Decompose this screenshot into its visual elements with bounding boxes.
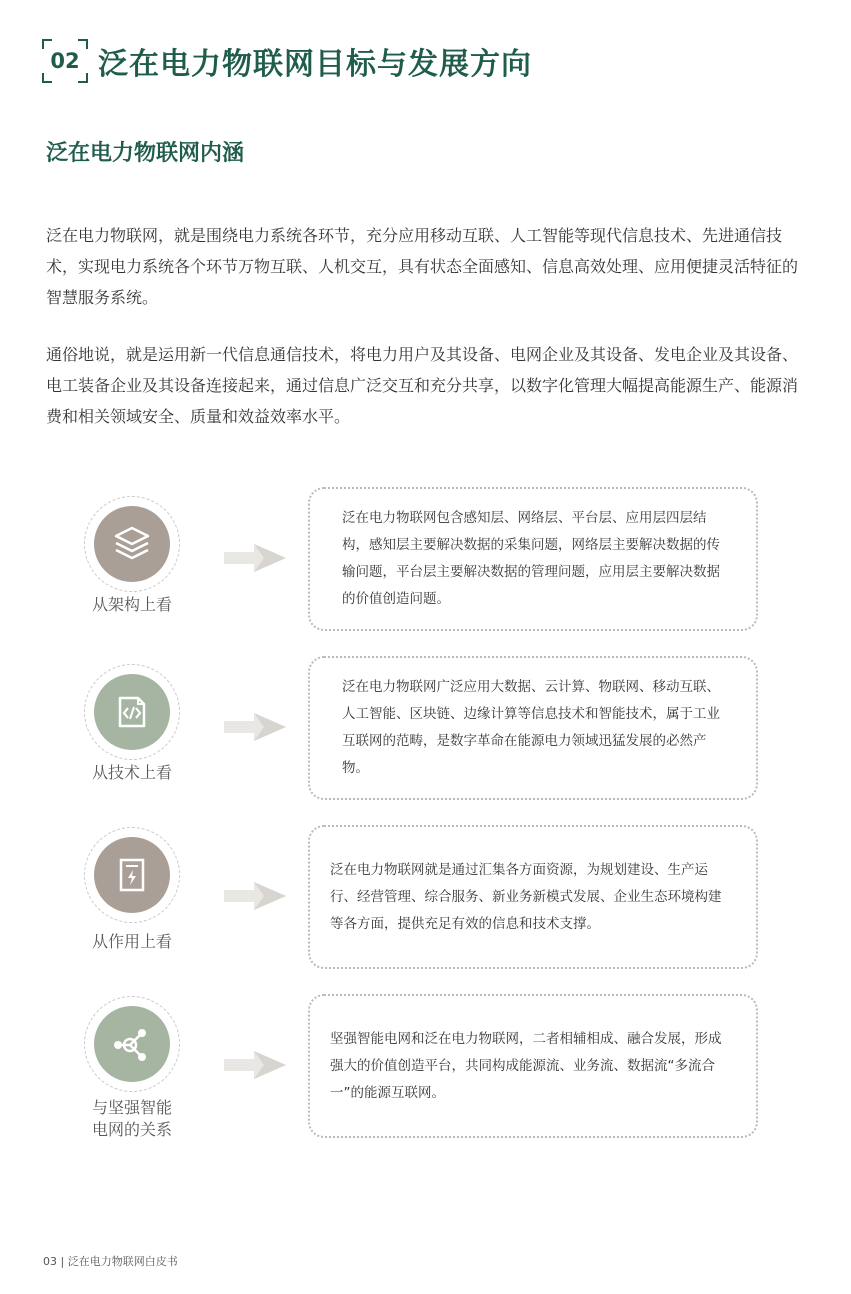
arrow-icon bbox=[224, 1049, 288, 1081]
arrow-icon bbox=[224, 542, 288, 574]
power-document-icon bbox=[110, 853, 154, 897]
code-file-icon bbox=[110, 690, 154, 734]
info-card-architecture bbox=[308, 487, 758, 631]
row-label-function: 从作用上看 bbox=[91, 932, 172, 951]
footer-separator: | bbox=[60, 1255, 65, 1268]
arrow-icon bbox=[224, 711, 288, 743]
card-text: 泛在电力物联网广泛应用大数据、云计算、物联网、移动互联、人工智能、区块链、边缘计算等信息技术和智能技术，属于工业互联网的范畴，是数字革命在能源电力领域迅猛发展的必然产物。 bbox=[342, 679, 720, 776]
row-icon-architecture bbox=[84, 496, 180, 592]
row-icon-technology bbox=[84, 664, 180, 760]
chapter-header bbox=[42, 37, 532, 85]
page-footer bbox=[43, 1253, 178, 1269]
card-text: 泛在电力物联网就是通过汇集各方面资源，为规划建设、生产运行、经营管理、综合服务、新业务新模式发展、企业生态环境构建等各方面，提供充足有效的信息和技术支撑。 bbox=[330, 861, 722, 932]
row-label-technology: 从技术上看 bbox=[91, 763, 172, 782]
info-card-technology bbox=[308, 656, 758, 800]
card-text: 坚强智能电网和泛在电力物联网，二者相辅相成、融合发展，形成强大的价值创造平台，共同构成能源流、业务流、数据流“多流合一”的能源互联网。 bbox=[330, 1030, 722, 1101]
page-number: 03 bbox=[43, 1255, 57, 1268]
info-card-function bbox=[308, 825, 758, 969]
footer-doc-title: 泛在电力物联网白皮书 bbox=[67, 1255, 178, 1268]
row-icon-relation bbox=[84, 996, 180, 1092]
card-text: 泛在电力物联网包含感知层、网络层、平台层、应用层四层结构，感知层主要解决数据的采集问题，网络层主要解决数据的传输问题，平台层主要解决数据的管理问题，应用层主要解决数据的价值创造问题。 bbox=[342, 510, 720, 607]
network-nodes-icon bbox=[110, 1022, 154, 1066]
chapter-number: 02 bbox=[50, 49, 80, 73]
row-label-relation-line2: 电网的关系 bbox=[91, 1120, 172, 1139]
row-label-architecture: 从架构上看 bbox=[91, 595, 172, 614]
chapter-number-box bbox=[42, 39, 88, 83]
paragraph-plain-explanation: 通俗地说，就是运用新一代信息通信技术，将电力用户及其设备、电网企业及其设备、发电企业及其设备、电工装备企业及其设备连接起来，通过信息广泛交互和充分共享，以数字化管理大幅提高能源生产、能源消费和相关领域安全、质量和效益效率水平。 bbox=[46, 345, 799, 426]
paragraph-definition: 泛在电力物联网，就是围绕电力系统各环节，充分应用移动互联、人工智能等现代信息技术、先进通信技术，实现电力系统各个环节万物互联、人机交互，具有状态全面感知、信息高效处理、应用便捷灵活特征的智慧服务系统。 bbox=[46, 226, 799, 307]
row-label-relation bbox=[80, 1097, 184, 1141]
chapter-title: 泛在电力物联网目标与发展方向 bbox=[98, 47, 532, 82]
section-title: 泛在电力物联网内涵 bbox=[46, 141, 245, 166]
row-label-relation-line1: 与坚强智能 bbox=[91, 1098, 172, 1117]
info-card-relation bbox=[308, 994, 758, 1138]
arrow-icon bbox=[224, 880, 288, 912]
layers-icon bbox=[110, 522, 154, 566]
row-icon-function bbox=[84, 827, 180, 923]
